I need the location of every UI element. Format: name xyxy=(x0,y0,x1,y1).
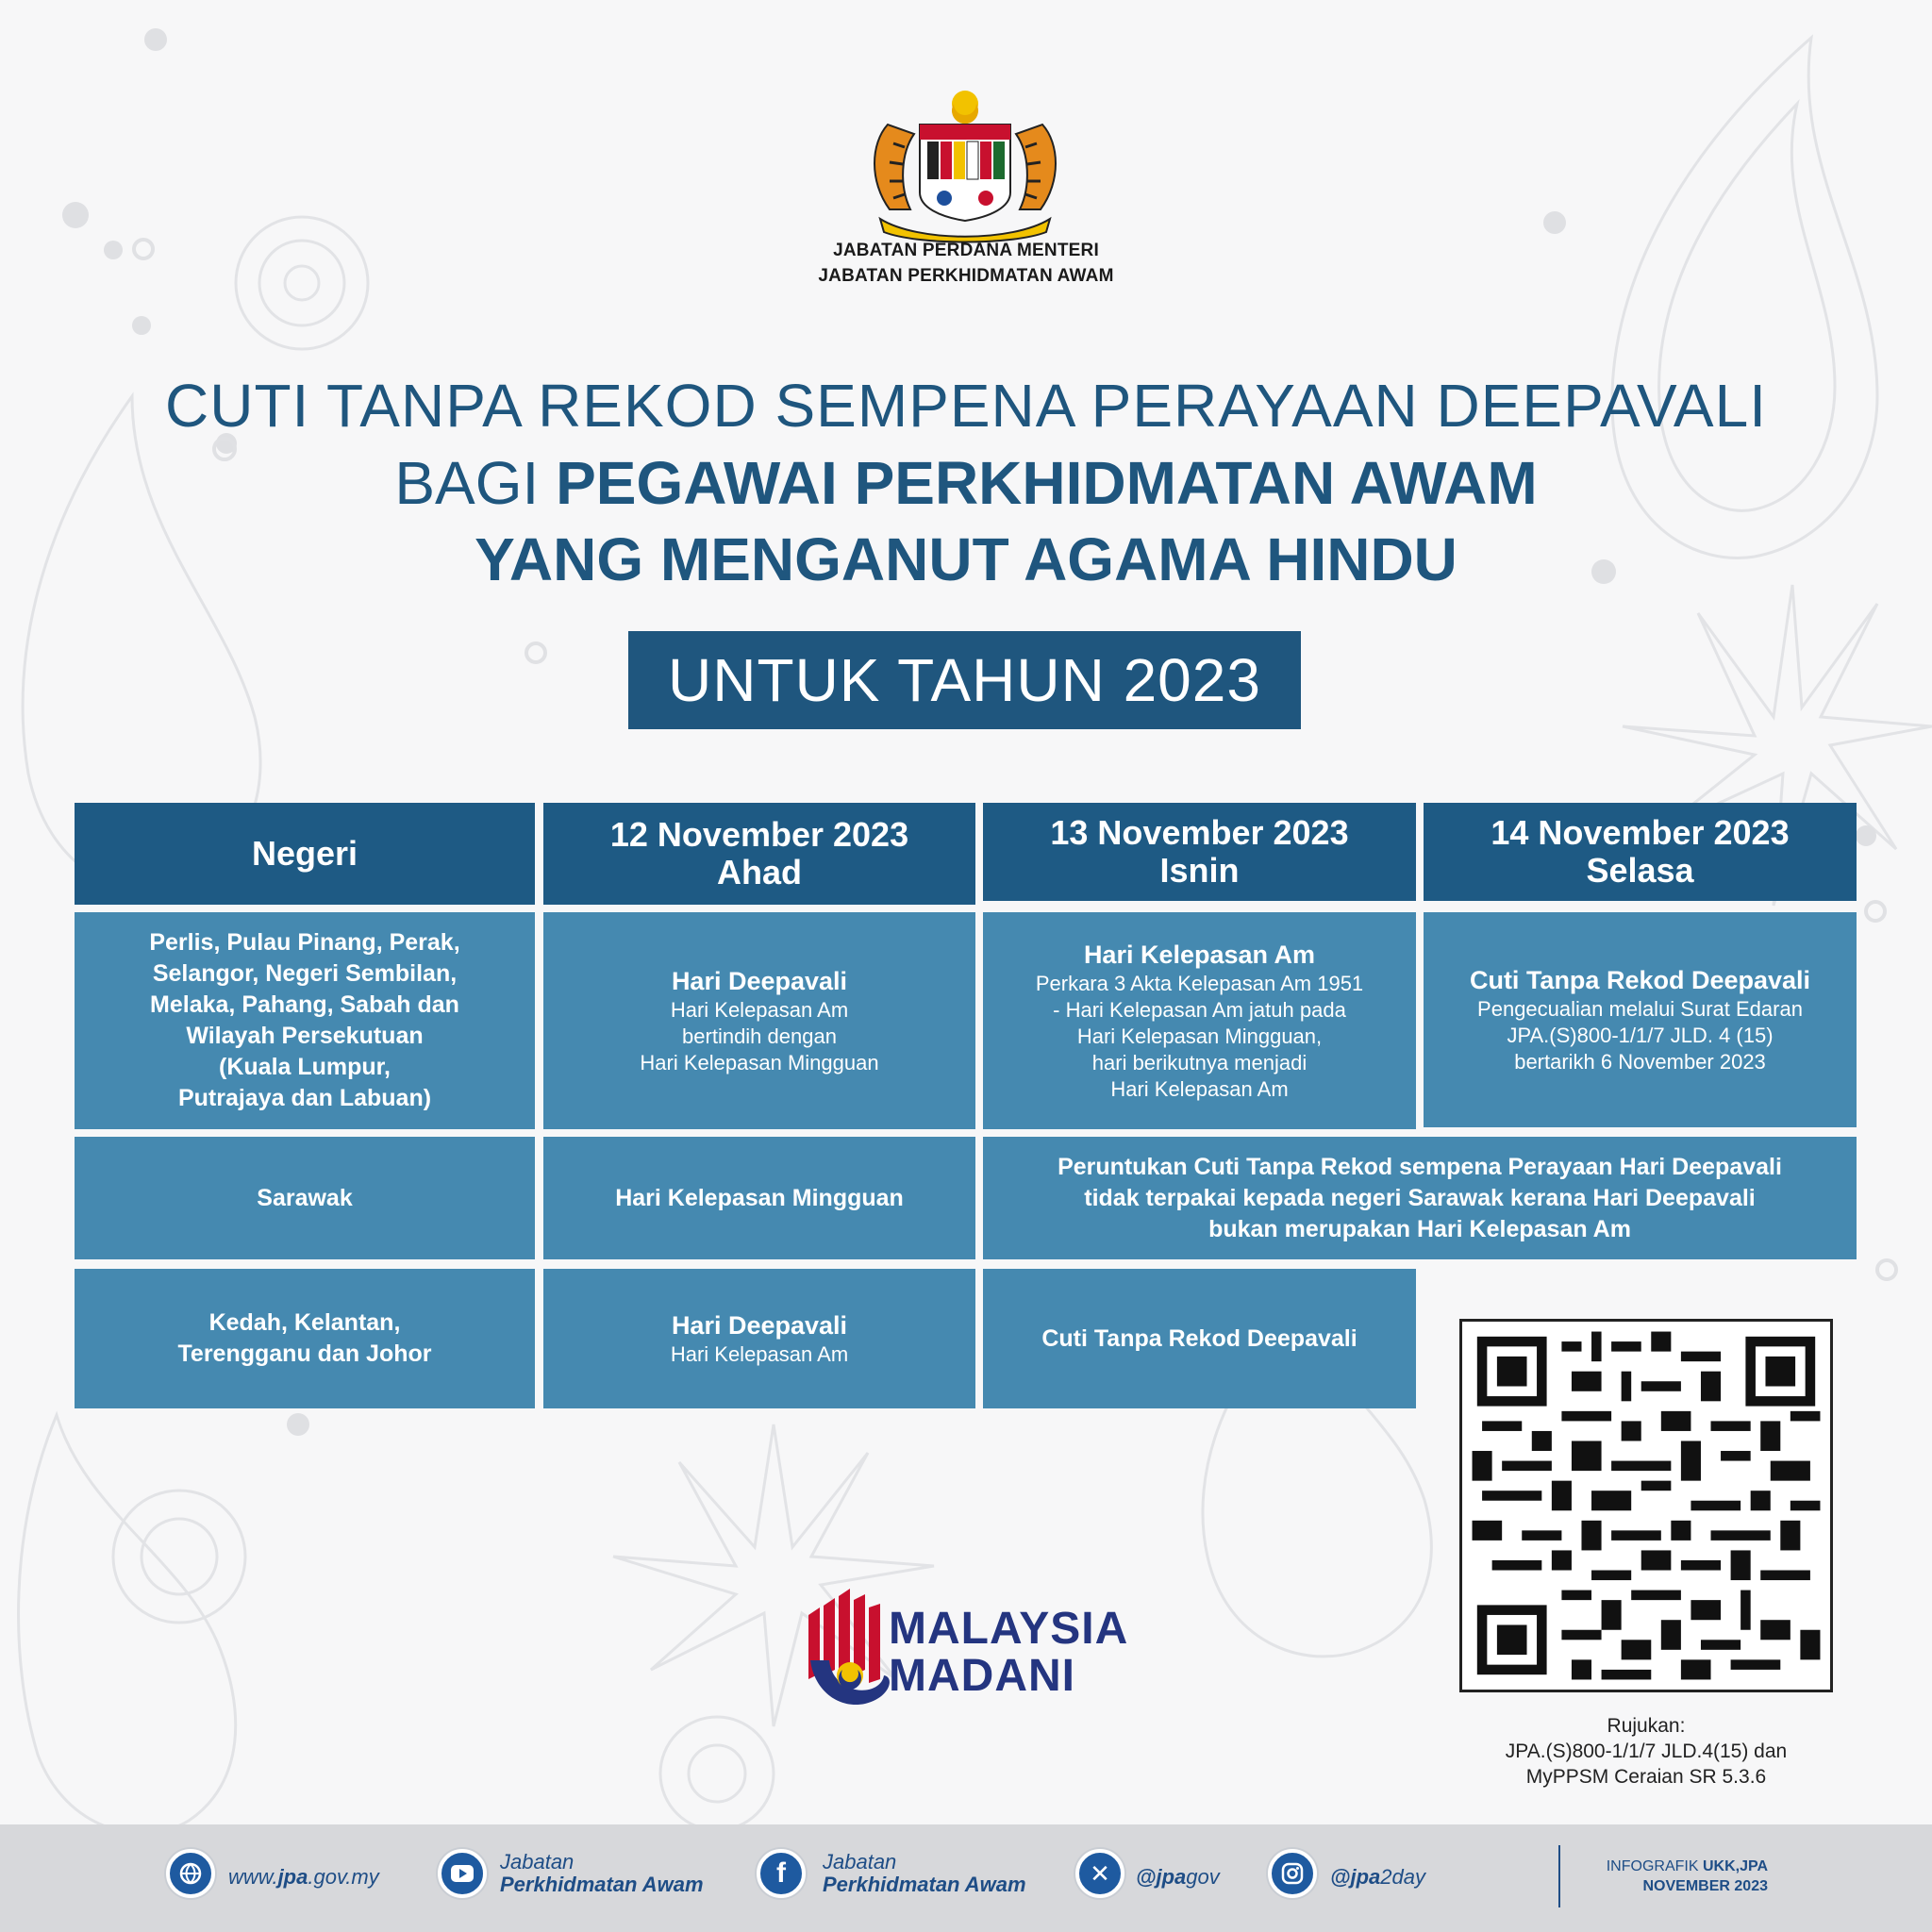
state-line: Perlis, Pulau Pinang, Perak, xyxy=(149,929,460,956)
row1-13nov-cell xyxy=(983,912,1416,1129)
cell-title: Cuti Tanpa Rekod Deepavali xyxy=(1041,1324,1357,1352)
note-line: tidak terpakai kepada negeri Sarawak kerana Hari Deepavali xyxy=(1084,1184,1756,1211)
agency-line-1: JABATAN PERDANA MENTERI xyxy=(833,241,1099,260)
youtube-icon-glyph xyxy=(450,1864,475,1883)
row2-12nov-cell xyxy=(543,1137,975,1259)
coat-of-arms-logo xyxy=(861,87,1069,245)
globe-icon-glyph xyxy=(178,1861,203,1886)
state-line: Selangor, Negeri Sembilan, xyxy=(152,960,458,987)
instagram-icon-glyph xyxy=(1280,1861,1305,1886)
website-bold: jpa xyxy=(277,1865,308,1889)
row2-state-cell xyxy=(75,1137,535,1259)
instagram-handle-link[interactable] xyxy=(1330,1866,1425,1889)
qr-code[interactable] xyxy=(1459,1319,1833,1692)
youtube-line-2-text: Perkhidmatan Awam xyxy=(500,1873,704,1896)
credit-date: NOVEMBER 2023 xyxy=(1642,1878,1768,1894)
brand-line-2: MADANI xyxy=(889,1651,1075,1701)
globe-icon[interactable] xyxy=(166,1849,215,1898)
cell-text: JPA.(S)800-1/1/7 JLD. 4 (15) xyxy=(1507,1023,1774,1047)
infographic-credit xyxy=(1594,1857,1768,1896)
cell-text: Hari Kelepasan Mingguan xyxy=(640,1050,879,1074)
agency-line-2: JABATAN PERKHIDMATAN AWAM xyxy=(818,266,1114,286)
title-line-1: CUTI TANPA REKOD SEMPENA PERAYAAN DEEPAVALI xyxy=(165,372,1767,440)
header-day: Selasa xyxy=(1586,851,1694,890)
row1-state-cell xyxy=(75,912,535,1129)
credit-bold: UKK,JPA xyxy=(1702,1858,1768,1874)
table-header-12-nov xyxy=(543,803,975,905)
x-handle-suffix: gov xyxy=(1186,1865,1220,1889)
facebook-icon-glyph: f xyxy=(776,1857,786,1889)
cell-text: Hari Kelepasan Am xyxy=(670,997,849,1022)
state-line: Kedah, Kelantan, xyxy=(208,1309,401,1336)
reference-line: MyPPSM Ceraian SR 5.3.6 xyxy=(1525,1766,1767,1788)
brand-line-1: MALAYSIA xyxy=(889,1604,1129,1654)
credit-prefix: INFOGRAFIK xyxy=(1606,1858,1703,1874)
website-suffix: .gov.my xyxy=(308,1865,379,1889)
website-prefix: www. xyxy=(228,1865,278,1889)
x-handle-bold: @jpa xyxy=(1136,1865,1187,1889)
x-twitter-icon[interactable] xyxy=(1075,1849,1124,1898)
ig-handle-suffix: 2day xyxy=(1380,1865,1425,1889)
cell-text: Pengecualian melalui Surat Edaran xyxy=(1477,996,1803,1021)
title-line-2-bold: PEGAWAI PERKHIDMATAN AWAM xyxy=(556,449,1538,517)
row3-13nov-cell xyxy=(983,1269,1416,1408)
header-day: Isnin xyxy=(1159,851,1240,890)
cell-text: Perkara 3 Akta Kelepasan Am 1951 xyxy=(1035,971,1364,995)
state-line: Putrajaya dan Labuan) xyxy=(177,1085,432,1111)
cell-title: Hari Kelepasan Mingguan xyxy=(615,1184,904,1211)
cell-title: Hari Kelepasan Am xyxy=(1083,940,1316,969)
cell-title: Hari Deepavali xyxy=(671,1310,848,1340)
x-icon-glyph: ✕ xyxy=(1090,1858,1110,1888)
state-line: Terengganu dan Johor xyxy=(177,1341,432,1367)
instagram-icon[interactable] xyxy=(1268,1849,1317,1898)
reference-note xyxy=(1472,1713,1821,1790)
youtube-line-1: Jabatan xyxy=(500,1850,575,1874)
table-header-13-nov xyxy=(983,803,1416,901)
facebook-link[interactable] xyxy=(823,1851,1026,1896)
reference-line: JPA.(S)800-1/1/7 JLD.4(15) dan xyxy=(1505,1740,1788,1762)
agency-name xyxy=(777,238,1155,289)
table-header-14-nov xyxy=(1424,803,1857,901)
cell-title: Hari Deepavali xyxy=(671,966,848,995)
cell-text: - Hari Kelepasan Am jatuh pada xyxy=(1053,997,1346,1022)
cell-text: hari berikutnya menjadi xyxy=(1091,1050,1307,1074)
youtube-link[interactable] xyxy=(500,1851,704,1896)
cell-text: Hari Kelepasan Mingguan, xyxy=(1076,1024,1323,1048)
note-line: Peruntukan Cuti Tanpa Rekod sempena Perayaan Hari Deepavali xyxy=(1058,1153,1782,1180)
row1-12nov-cell xyxy=(543,912,975,1129)
facebook-line-2 xyxy=(823,1874,1026,1896)
cell-text: bertindih dengan xyxy=(682,1024,837,1048)
state-line: Wilayah Persekutuan xyxy=(186,1023,424,1049)
state-line: (Kuala Lumpur, xyxy=(219,1054,391,1080)
row3-state-cell xyxy=(75,1269,535,1408)
footer-divider xyxy=(1558,1845,1560,1907)
facebook-line-1: Jabatan xyxy=(823,1850,897,1874)
cell-text: Hari Kelepasan Am xyxy=(670,1341,849,1366)
table-header-negeri xyxy=(75,803,535,905)
ig-handle-bold: @jpa xyxy=(1330,1865,1381,1889)
qr-code-pattern xyxy=(1462,1322,1830,1690)
reference-line: Rujukan: xyxy=(1607,1715,1686,1737)
row2-note-cell xyxy=(983,1137,1857,1259)
title-line-3: YANG MENGANUT AGAMA HINDU xyxy=(475,525,1457,593)
note-line: bukan merupakan Hari Kelepasan Am xyxy=(1208,1215,1631,1242)
facebook-line-2-text: Perkhidmatan Awam xyxy=(823,1873,1026,1896)
cell-title: Cuti Tanpa Rekod Deepavali xyxy=(1469,965,1811,994)
row3-12nov-cell xyxy=(543,1269,975,1408)
header-date: 14 November 2023 xyxy=(1491,813,1790,852)
youtube-line-2 xyxy=(500,1874,704,1896)
x-handle-link[interactable] xyxy=(1136,1866,1220,1889)
header-day: Ahad xyxy=(717,853,802,891)
youtube-icon[interactable] xyxy=(438,1849,487,1898)
header-date: 13 November 2023 xyxy=(1050,813,1349,852)
credit-line-2 xyxy=(1594,1876,1768,1896)
title-line-2-plain: BAGI xyxy=(394,449,557,517)
malaysia-madani-wordmark xyxy=(889,1606,1128,1700)
website-link[interactable] xyxy=(228,1866,379,1889)
header-label: Negeri xyxy=(251,834,358,873)
row1-14nov-cell xyxy=(1424,912,1857,1127)
cell-text: bertarikh 6 November 2023 xyxy=(1514,1049,1766,1074)
cell-text: Hari Kelepasan Am xyxy=(1110,1076,1289,1101)
state-line: Melaka, Pahang, Sabah dan xyxy=(150,991,459,1018)
state-line: Sarawak xyxy=(257,1184,353,1211)
credit-line-1 xyxy=(1594,1857,1768,1876)
title-line-2 xyxy=(94,447,1838,519)
header-date: 12 November 2023 xyxy=(609,815,909,854)
year-banner: UNTUK TAHUN 2023 xyxy=(628,631,1301,729)
facebook-icon[interactable] xyxy=(757,1849,806,1898)
